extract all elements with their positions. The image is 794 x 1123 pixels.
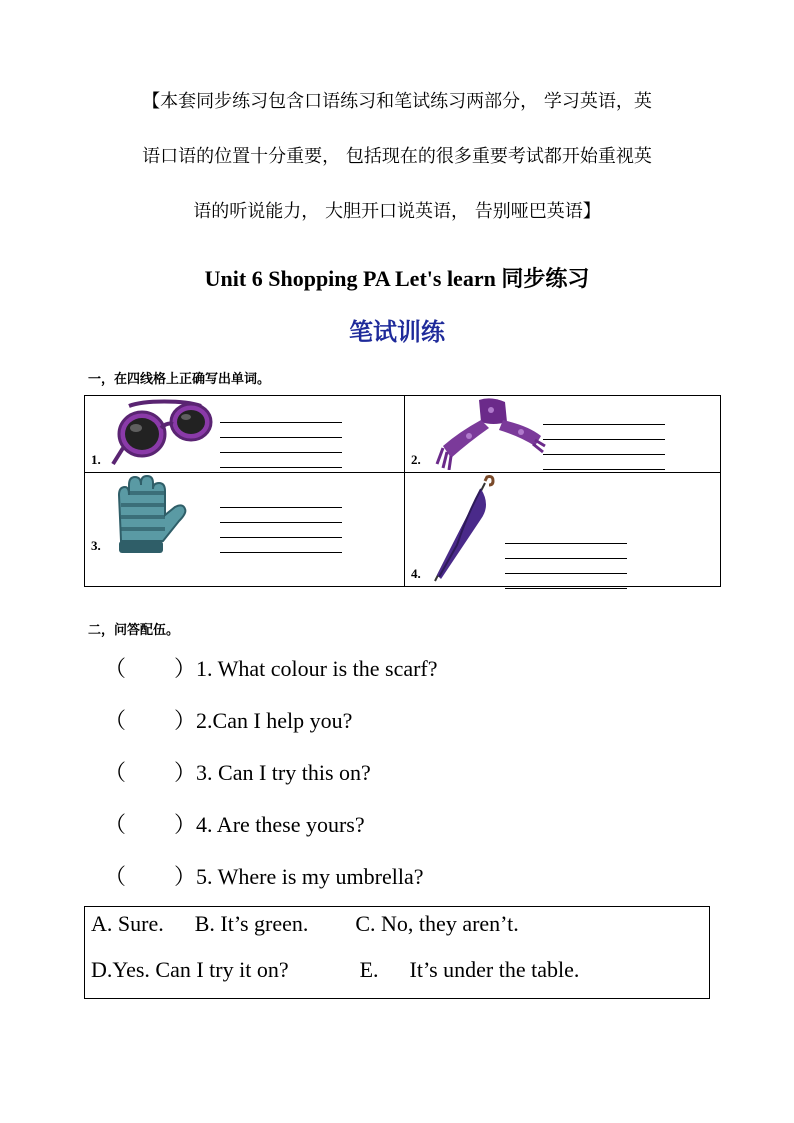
item-number: 4.: [410, 566, 421, 581]
word-writing-table: [84, 395, 721, 587]
answer-a: A. Sure.: [91, 911, 164, 936]
answer-row-1: [91, 911, 519, 937]
intro-line-3: 语的听说能力， 大胆开口说英语， 告别哑巴英语】: [193, 201, 601, 222]
word-cell-3: [85, 473, 405, 587]
question-1: （ ）1. What colour is the scarf?: [104, 656, 438, 681]
word-cell-2: [404, 396, 720, 473]
page-subtitle: 笔试训练: [349, 318, 445, 346]
intro-line-2: 语口语的位置十分重要， 包括现在的很多重要考试都开始重视英: [142, 146, 652, 167]
section1-heading: 一，在四线格上正确写出单词。: [88, 372, 271, 387]
question-4: （ ）4. Are these yours?: [104, 812, 365, 837]
answer-c: C. No, they aren’t.: [355, 911, 519, 936]
question-text: 2.Can I help you?: [196, 708, 353, 733]
intro-paragraph: [80, 74, 714, 239]
page-title: Unit 6 Shopping PA Let's learn 同步练习: [204, 266, 590, 291]
question-text: 4. Are these yours?: [196, 812, 365, 837]
question-5: （ ）5. Where is my umbrella?: [104, 864, 424, 889]
answer-b: B. It’s green.: [194, 911, 309, 936]
word-cell-1: [85, 396, 405, 473]
answer-d: D.Yes. Can I try it on?: [91, 957, 289, 982]
section2-heading: 二，问答配伍。: [88, 623, 180, 638]
question-text: 5. Where is my umbrella?: [196, 864, 424, 889]
answer-box: [84, 906, 710, 999]
word-cell-4: [404, 473, 720, 587]
answer-row-2: [91, 957, 579, 983]
writing-lines: [220, 408, 342, 468]
scarf-icon: [429, 396, 549, 470]
sunglasses-icon: [109, 398, 219, 468]
glove-icon: [109, 475, 189, 555]
item-number: 2.: [410, 452, 421, 467]
question-text: 1. What colour is the scarf?: [196, 656, 438, 681]
question-text: 3. Can I try this on?: [196, 760, 371, 785]
question-3: （ ）3. Can I try this on?: [104, 760, 371, 785]
answer-e-label: E.: [359, 957, 379, 982]
question-2: （ ）2.Can I help you?: [104, 708, 353, 733]
writing-lines: [220, 493, 342, 553]
answer-e-text: It’s under the table.: [409, 957, 580, 982]
item-number: 3.: [91, 538, 101, 553]
intro-line-1: 【本套同步练习包含口语练习和笔试练习两部分， 学习英语，英: [142, 91, 652, 112]
writing-lines: [543, 410, 665, 470]
item-number: 1.: [91, 452, 101, 467]
umbrella-icon: [427, 475, 517, 585]
writing-lines: [505, 529, 627, 589]
